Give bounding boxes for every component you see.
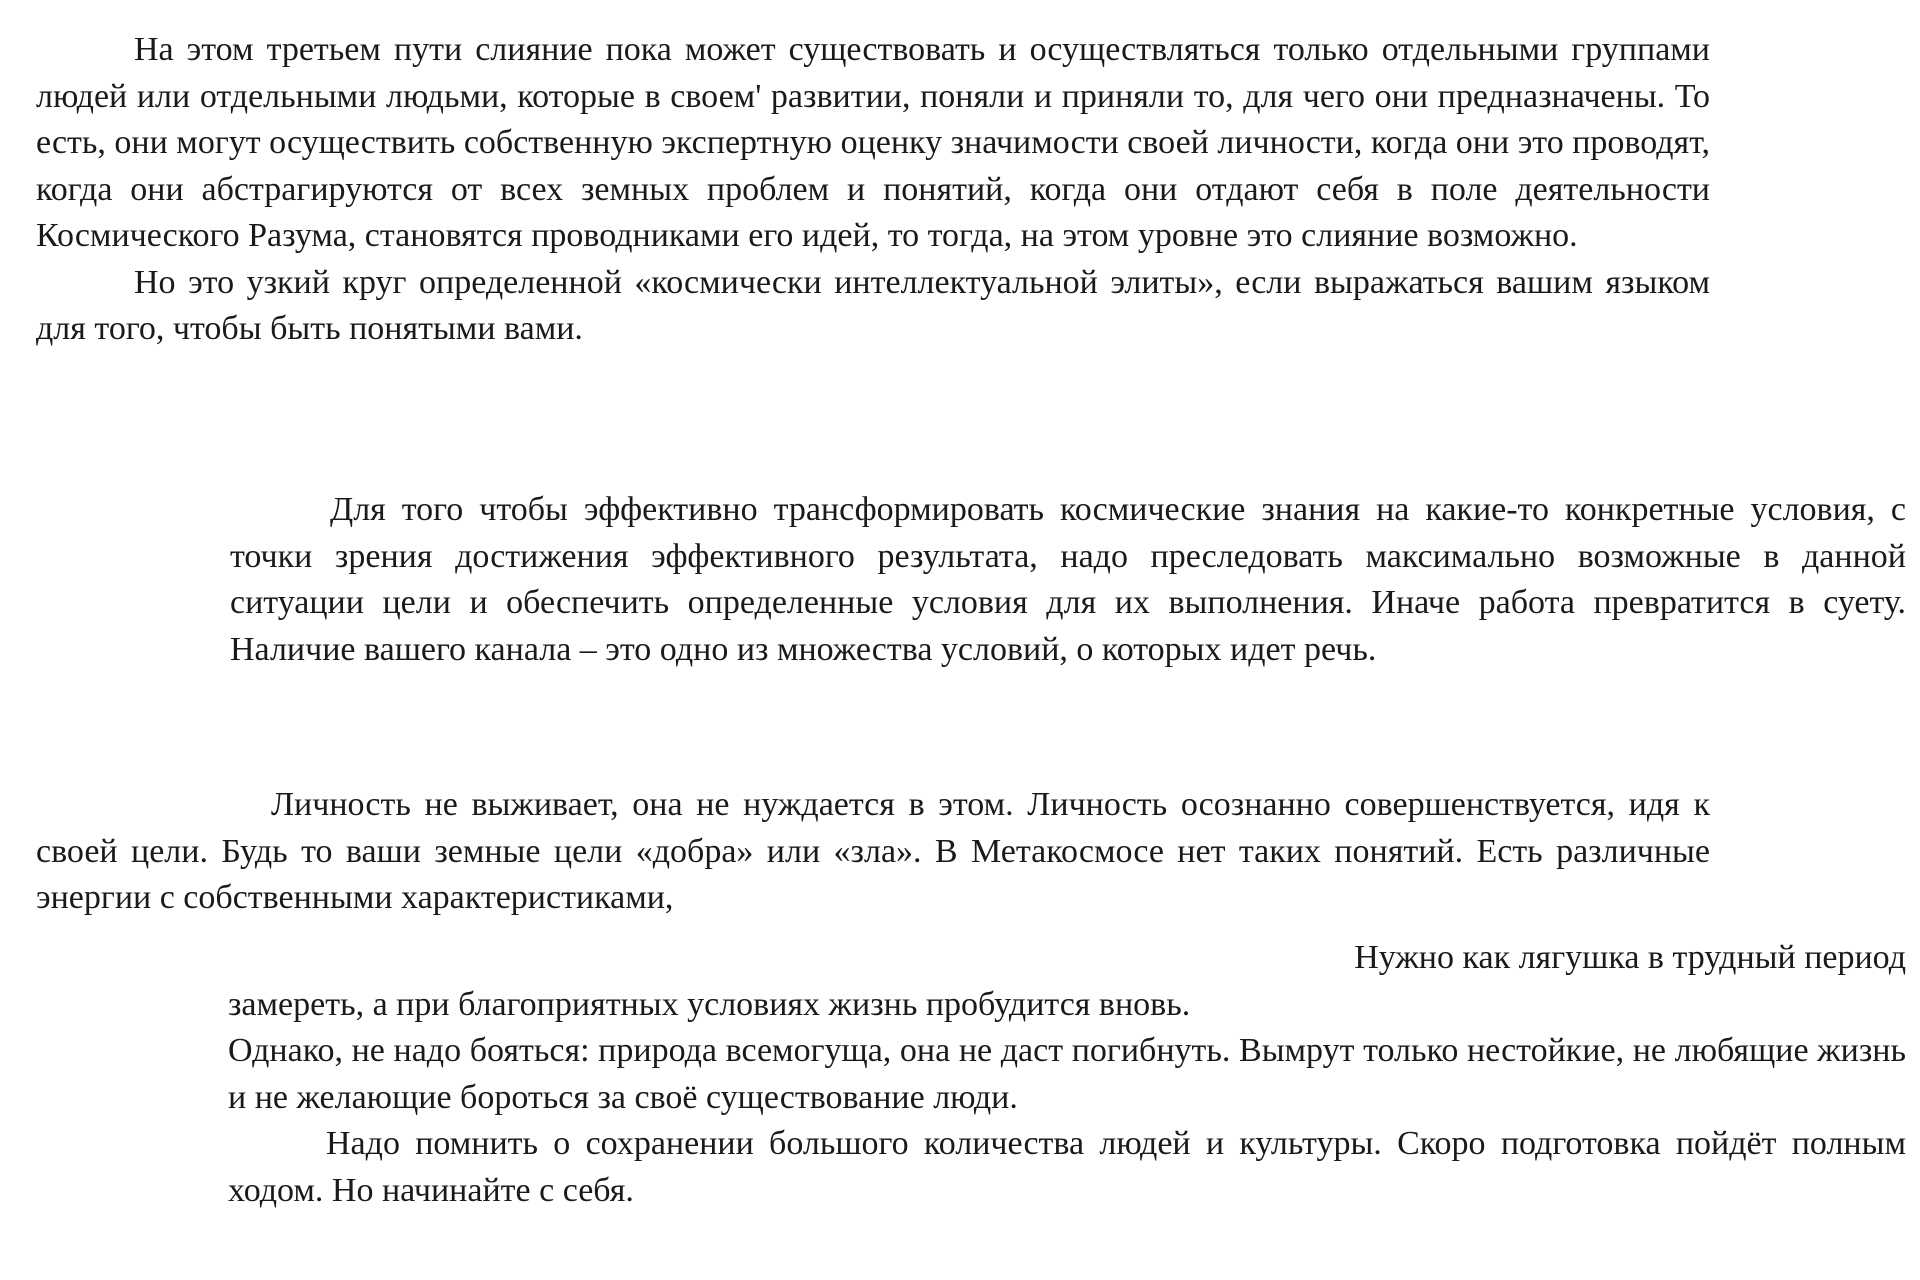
paragraph-third-path: На этом третьем пути слияние пока может существовать и осуществляться только отдельными группами людей или отдельными людьми, которые в своем' развитии, поняли и приняли то, для чего они предназначены. То есть, они могут осуществить собственную экспертную оценку значимости своей личности, когда они это проводят, когда они абстрагируются от всех земных проблем и понятий, когда они отдают себя в поле деятельности Космического Разума, становятся проводниками его идей, то тогда, на этом уровне это слияние возможно.	[36, 31, 1710, 254]
line-freeze: замереть, а при благоприятных условиях жизнь пробудится вновь.	[228, 985, 1191, 1023]
paragraph-preserve-culture: Надо помнить о сохранении большого количества людей и культуры. Скоро подготовка пойдёт полным ходом. Но начинайте с себя.	[228, 1125, 1906, 1209]
text-block-cosmic-merging	[36, 27, 1710, 353]
paragraph-narrow-circle: Но это узкий круг определенной «космически интеллектуальной элиты», если выражаться вашим языком для того, чтобы быть понятыми вами.	[36, 263, 1710, 347]
text-block-frog	[228, 935, 1906, 1214]
text-block-personality	[36, 782, 1710, 922]
paragraph-personality: Личность не выживает, она не нуждается в этом. Личность осознанно совершенствуется, идя к своей цели. Будь то ваши земные цели «добра» или «зла». В Метакосмосе нет таких понятий. Есть различные энергии с собственными характеристиками,	[36, 786, 1710, 916]
text-block-transform-knowledge	[230, 487, 1906, 673]
paragraph-do-not-fear: Однако, не надо бояться: природа всемогуща, она не даст погибнуть. Вымрут только нестойкие, не любящие жизнь и не желающие бороться за своё существование люди.	[228, 1032, 1906, 1116]
paragraph-effective-transformation: Для того чтобы эффективно трансформировать космические знания на какие-то конкретные условия, с точки зрения достижения эффективного результата, надо преследовать максимально возможные в данной ситуации цели и обеспечить определенные условия для их выполнения. Иначе работа превратится в суету. Наличие вашего канала – это одно из множества условий, о которых идет речь.	[230, 491, 1906, 668]
line-frog-period: Нужно как лягушка в трудный период	[1354, 939, 1906, 976]
